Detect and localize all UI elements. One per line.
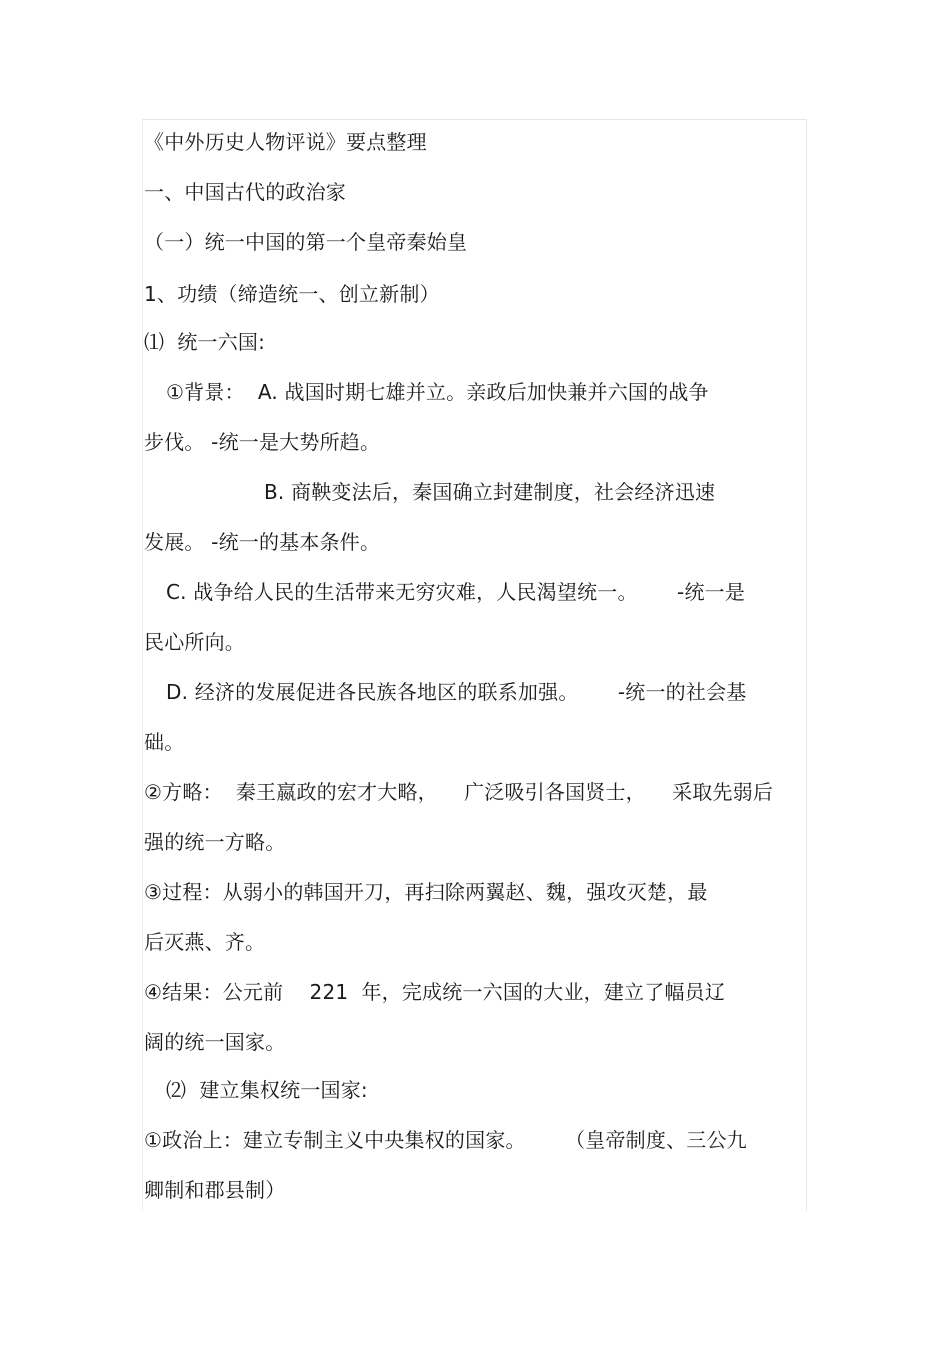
background-b-line-2: 发展。 -统一的基本条件。 <box>144 530 381 554</box>
result-line-1: ④结果：公元前 221 年，完成统一六国的大业，建立了幅员辽 <box>144 980 726 1004</box>
background-a-line-1: ①背景： A. 战国时期七雄并立。亲政后加快兼并六国的战争 <box>166 380 709 404</box>
strategy-line-1: ②方略： 秦王嬴政的宏才大略， 广泛吸引各国贤士， 采取先弱后 <box>144 780 774 804</box>
process-line-2: 后灭燕、齐。 <box>144 930 266 954</box>
sub-item-heading-2: ⑵ 建立集权统一国家: <box>166 1078 368 1102</box>
politics-line-2: 卿制和郡县制） <box>144 1178 286 1202</box>
document-title: 《中外历史人物评说》要点整理 <box>144 130 427 154</box>
background-c-line-1: C. 战争给人民的生活带来无穷灾难，人民渴望统一。 -统一是 <box>166 580 746 604</box>
process-line-1: ③过程：从弱小的韩国开刀，再扫除两翼赵、魏，强攻灭楚，最 <box>144 880 708 904</box>
sub-item-heading: ⑴ 统一六国: <box>144 330 266 354</box>
background-d-line-1: D. 经济的发展促进各民族各地区的联系加强。 -统一的社会基 <box>166 680 747 704</box>
item-heading: 1、功绩（缔造统一、创立新制） <box>144 282 440 306</box>
result-line-2: 阔的统一国家。 <box>144 1030 286 1054</box>
background-d-line-2: 础。 <box>144 730 185 754</box>
politics-line-1: ①政治上：建立专制主义中央集权的国家。 （皇帝制度、三公九 <box>144 1128 747 1152</box>
strategy-line-2: 强的统一方略。 <box>144 830 286 854</box>
subsection-heading: （一）统一中国的第一个皇帝秦始皇 <box>144 230 468 254</box>
background-c-line-2: 民心所向。 <box>144 630 245 654</box>
background-b-line-1: B. 商鞅变法后，秦国确立封建制度，社会经济迅速 <box>264 480 716 504</box>
background-a-line-2: 步伐。 -统一是大势所趋。 <box>144 430 381 454</box>
section-heading: 一、中国古代的政治家 <box>144 180 346 204</box>
